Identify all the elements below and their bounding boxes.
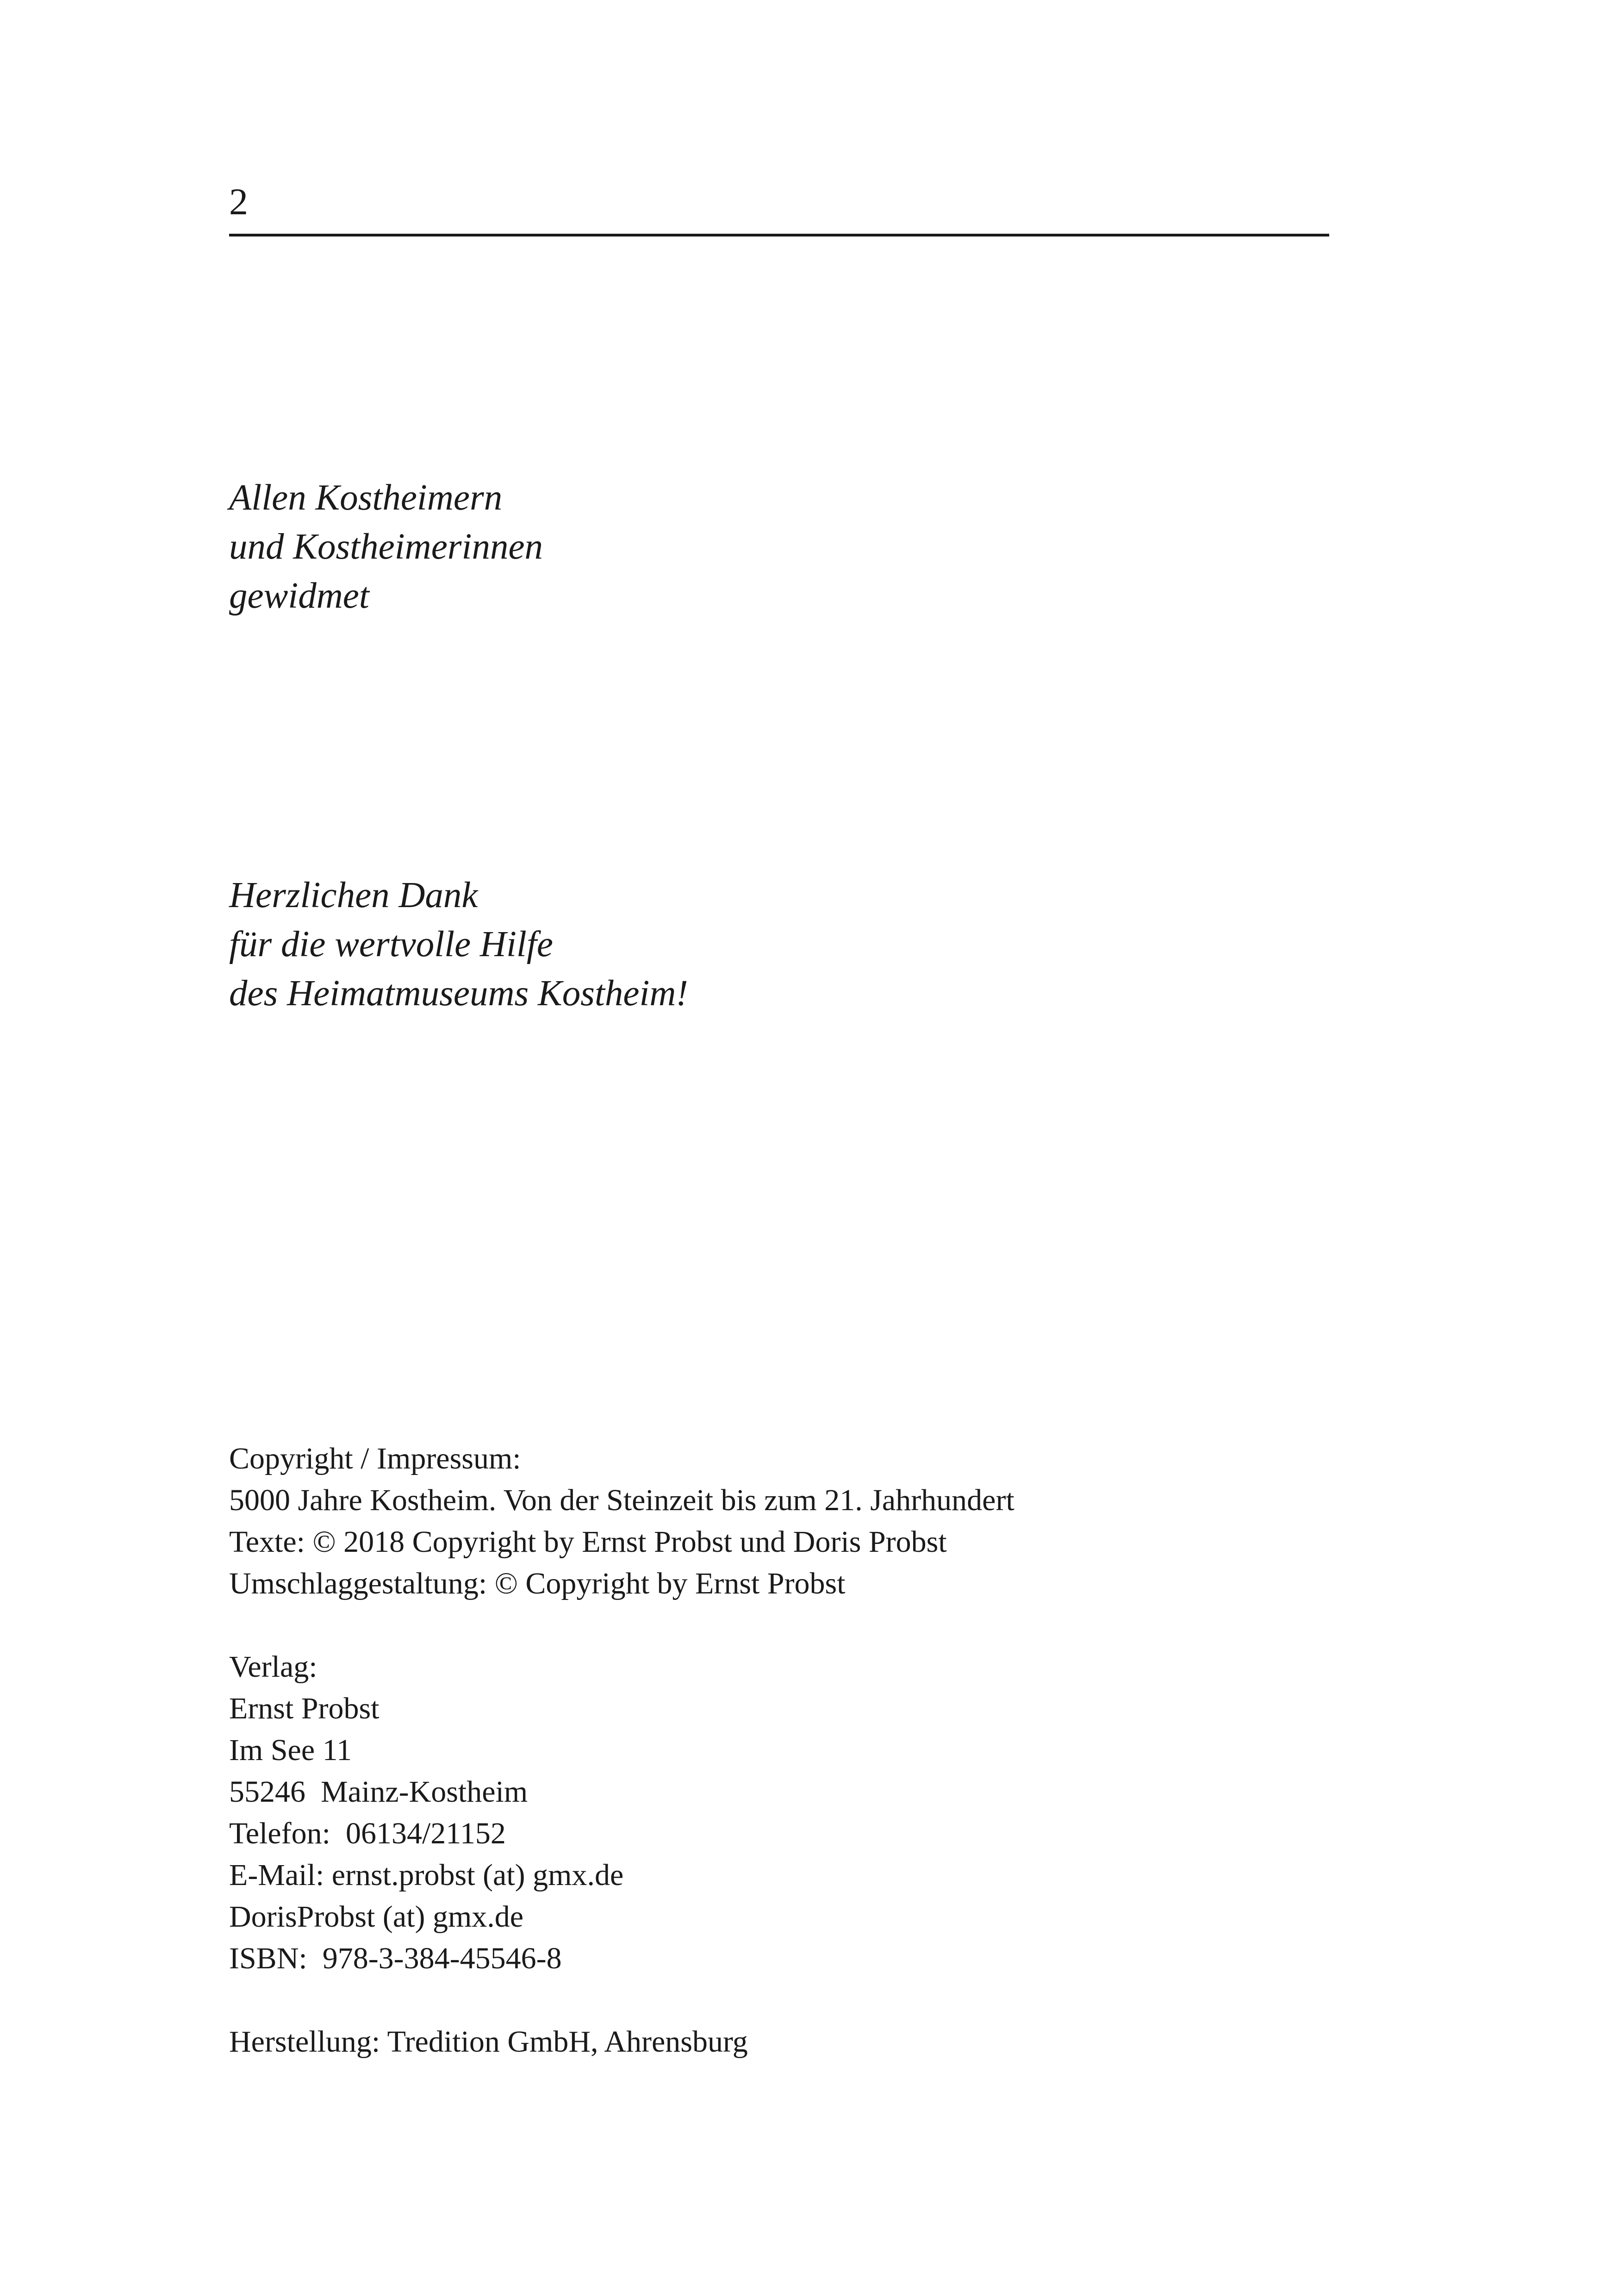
spacer [229, 1979, 1014, 2021]
publisher-email: E-Mail: ernst.probst (at) gmx.de [229, 1858, 624, 1892]
header-rule [229, 234, 1329, 236]
imprint [229, 1438, 1014, 2063]
publisher-email-2: DorisProbst (at) gmx.de [229, 1900, 524, 1934]
copyright-heading: Copyright / Impressum: [229, 1442, 521, 1475]
page-number: 2 [229, 180, 248, 223]
publisher-name: Ernst Probst [229, 1692, 380, 1725]
texts-copyright: Texte: © 2018 Copyright by Ernst Probst und Doris Probst [229, 1525, 947, 1559]
acknowledgement [229, 871, 688, 1018]
dedication-line: gewidmet [229, 576, 369, 616]
spacer [229, 1605, 1014, 1646]
cover-copyright: Umschlaggestaltung: © Copyright by Ernst Probst [229, 1567, 846, 1600]
dedication [229, 473, 543, 621]
publisher-phone: Telefon: 06134/21152 [229, 1817, 506, 1850]
acknowledgement-line: des Heimatmuseums Kostheim! [229, 973, 688, 1014]
book-title: 5000 Jahre Kostheim. Von der Steinzeit bis zum 21. Jahrhundert [229, 1483, 1014, 1517]
publisher-city: 55246 Mainz-Kostheim [229, 1775, 528, 1809]
publisher-street: Im See 11 [229, 1733, 352, 1767]
isbn: ISBN: 978-3-384-45546-8 [229, 1941, 562, 1975]
dedication-line: Allen Kostheimern [229, 478, 503, 518]
production-note: Herstellung: Tredition GmbH, Ahrensburg [229, 2025, 748, 2059]
acknowledgement-line: für die wertvolle Hilfe [229, 924, 553, 964]
dedication-line: und Kostheimerinnen [229, 527, 543, 567]
acknowledgement-line: Herzlichen Dank [229, 875, 478, 915]
publisher-heading: Verlag: [229, 1650, 317, 1684]
